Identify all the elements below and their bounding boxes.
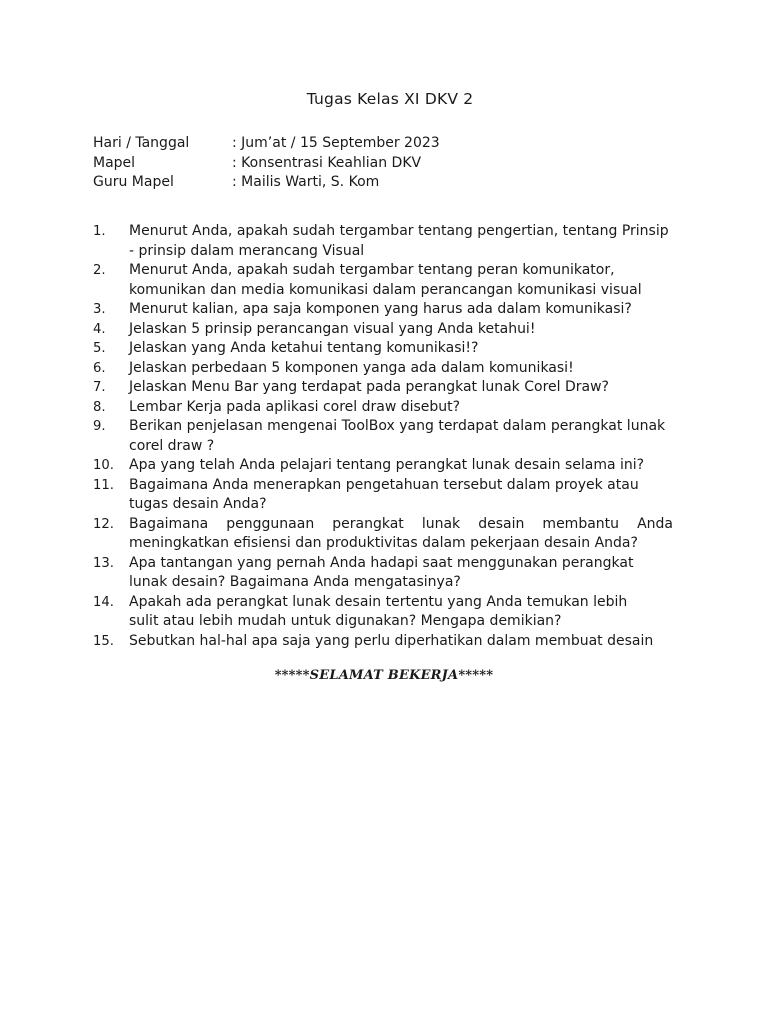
question-number: 3.: [93, 302, 106, 317]
question-list: [93, 222, 673, 651]
question-text: Lembar Kerja pada aplikasi corel draw disebut?: [129, 398, 461, 415]
question-text: Berikan penjelasan mengenai ToolBox yang terdapat dalam perangkat lunak corel draw ?: [129, 418, 666, 454]
question-number: 15.: [93, 633, 114, 649]
question-item: [93, 378, 673, 398]
question-text: Jelaskan yang Anda ketahui tentang komunikasi!?: [129, 340, 479, 356]
question-text: Jelaskan perbedaan 5 komponen yanga ada dalam komunikasi!: [129, 359, 574, 376]
question-item: [93, 554, 673, 593]
question-number: 9.: [93, 419, 106, 434]
question-item: [93, 417, 673, 456]
question-item: [93, 222, 673, 261]
question-text: Sebutkan hal-hal apa saja yang perlu diperhatikan dalam membuat desain: [129, 632, 654, 649]
question-number: 14.: [93, 594, 114, 610]
question-item: [93, 476, 673, 515]
question-number: 6.: [93, 360, 106, 376]
meta-label: Hari / Tanggal: [93, 135, 190, 151]
meta-value: : Konsentrasi Keahlian DKV: [232, 154, 422, 171]
closing-text: *****SELAMAT BEKERJA*****: [274, 668, 494, 683]
question-number: 5.: [93, 341, 106, 356]
meta-value: : Jum’at / 15 September 2023: [232, 135, 440, 151]
question-text: Apakah ada perangkat lunak desain tertentu yang Anda temukan lebih sulit atau lebih mudah untuk digunakan? Mengapa demikian?: [129, 593, 628, 629]
question-text: Apa yang telah Anda pelajari tentang perangkat lunak desain selama ini?: [129, 457, 645, 473]
question-item: [93, 593, 673, 632]
question-item: [93, 261, 673, 300]
question-number: 2.: [93, 263, 106, 278]
meta-row-subject: [93, 154, 440, 174]
question-text: Jelaskan 5 prinsip perancangan visual yang Anda ketahui!: [129, 320, 536, 337]
question-text: Apa tantangan yang pernah Anda hadapi saat menggunakan perangkat lunak desain? Bagaimana Anda mengatasinya?: [129, 554, 634, 590]
meta-row-date: [93, 134, 440, 154]
question-item: [93, 456, 673, 476]
question-text: Bagaimana penggunaan perangkat lunak desain membantu Anda meningkatkan efisiensi dan produktivitas dalam pekerjaan desain Anda?: [129, 515, 673, 551]
question-text: Menurut Anda, apakah sudah tergambar tentang peran komunikator, komunikan dan media komunikasi dalam perancangan komunikasi visual: [129, 262, 642, 298]
question-item: [93, 300, 673, 320]
document-meta: [93, 134, 440, 193]
meta-label: Mapel: [93, 154, 136, 171]
question-number: 11.: [93, 477, 114, 493]
question-number: 1.: [93, 224, 106, 239]
question-item: [93, 515, 673, 554]
question-number: 4.: [93, 321, 106, 337]
meta-label: Guru Mapel: [93, 174, 174, 190]
question-number: 7.: [93, 380, 106, 395]
question-text: Menurut Anda, apakah sudah tergambar tentang pengertian, tentang Prinsip - prinsip dalam merancang Visual: [129, 223, 669, 259]
question-item: [93, 339, 673, 359]
question-item: [93, 632, 673, 652]
question-number: 10.: [93, 458, 114, 473]
question-number: 13.: [93, 555, 114, 571]
question-number: 12.: [93, 516, 114, 532]
question-item: [93, 320, 673, 340]
meta-value: : Mailis Warti, S. Kom: [232, 174, 380, 190]
document-title: Tugas Kelas XI DKV 2: [306, 90, 474, 108]
question-item: [93, 359, 673, 379]
question-item: [93, 398, 673, 418]
question-number: 8.: [93, 399, 106, 415]
meta-row-teacher: [93, 173, 440, 193]
question-text: Menurut kalian, apa saja komponen yang harus ada dalam komunikasi?: [129, 301, 632, 317]
question-text: Jelaskan Menu Bar yang terdapat pada perangkat lunak Corel Draw?: [129, 379, 609, 395]
question-text: Bagaimana Anda menerapkan pengetahuan tersebut dalam proyek atau tugas desain Anda?: [129, 476, 639, 512]
